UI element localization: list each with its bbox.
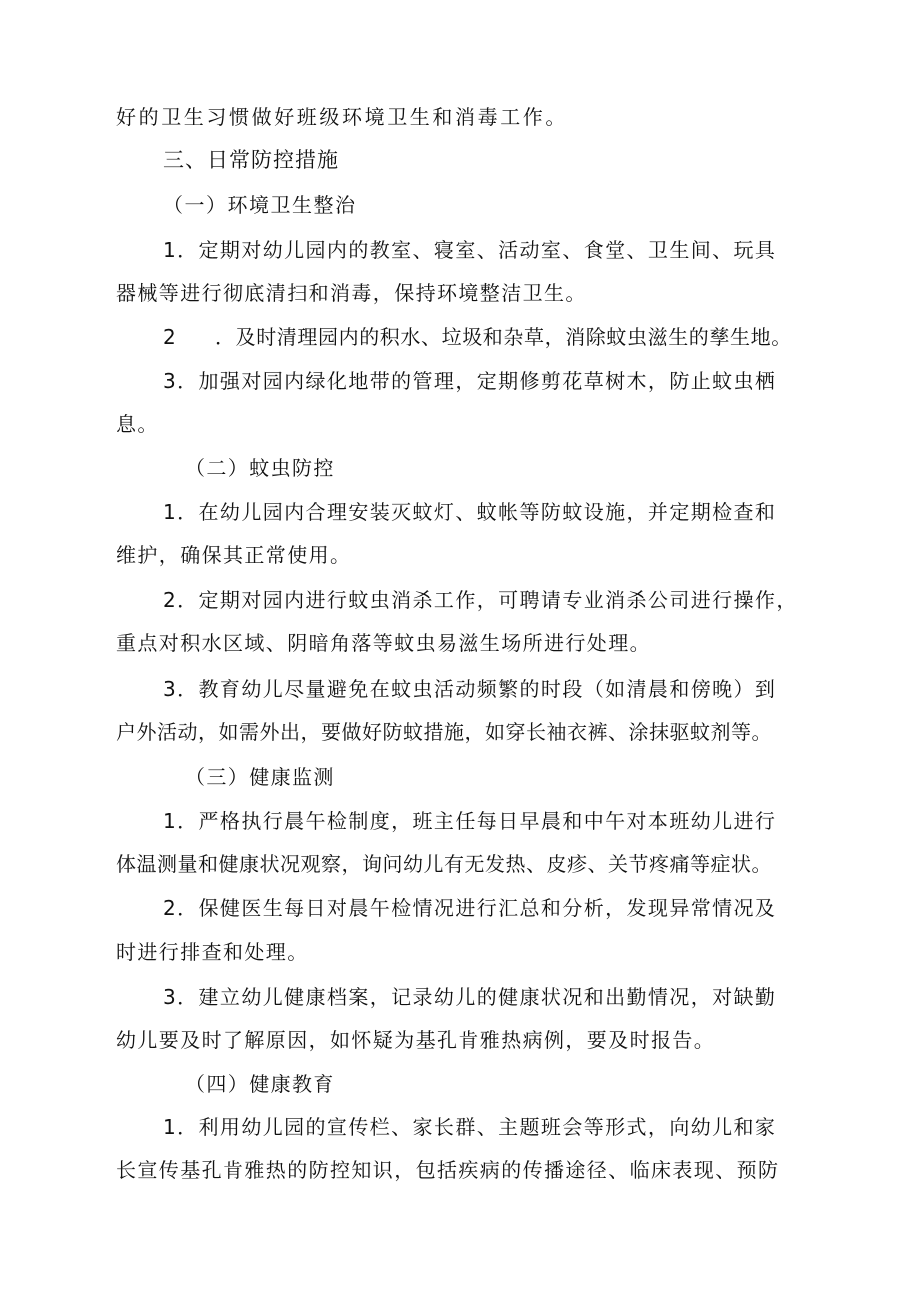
list-item-line: 2．保健医生每日对晨午检情况进行汇总和分析，发现异常情况及 xyxy=(163,896,777,920)
list-item-line: 时进行排查和处理。 xyxy=(116,940,309,964)
list-item-line: 3．建立幼儿健康档案，记录幼儿的健康状况和出勤情况，对缺勤 xyxy=(163,985,777,1009)
list-item-line: 2．定期对园内进行蚊虫消杀工作，可聘请专业消杀公司进行操作， xyxy=(163,588,798,612)
list-item-line: 长宣传基孔肯雅热的防控知识，包括疾病的传播途径、临床表现、预防 xyxy=(116,1158,780,1182)
list-item-line: 3．教育幼儿尽量避免在蚊虫活动频繁的时段（如清晨和傍晚）到 xyxy=(163,677,777,701)
section-heading: 三、日常防控措施 xyxy=(163,148,339,172)
list-item-line: 1．严格执行晨午检制度，班主任每日早晨和中午对本班幼儿进行 xyxy=(163,809,777,833)
subsection-heading: （三）健康监测 xyxy=(185,765,335,789)
list-item-line: 体温测量和健康状况观察，询问幼儿有无发热、皮疹、关节疼痛等症状。 xyxy=(116,852,772,876)
subsection-heading: （一）环境卫生整治 xyxy=(163,193,357,217)
list-item-line: 3．加强对园内绿化地带的管理，定期修剪花草树木，防止蚊虫栖 xyxy=(163,369,777,393)
list-item-line: 1．定期对幼儿园内的教室、寝室、活动室、食堂、卫生间、玩具 xyxy=(163,238,777,262)
list-item-line: 1．在幼儿园内合理安装灭蚊灯、蚊帐等防蚊设施，并定期检查和 xyxy=(163,500,777,524)
list-item-line: 重点对积水区域、阴暗角落等蚊虫易滋生场所进行处理。 xyxy=(116,631,651,655)
list-item-line: 器械等进行彻底清扫和消毒，保持环境整洁卫生。 xyxy=(116,281,587,305)
list-item-number: 2 xyxy=(163,325,178,349)
list-item-line: ．及时清理园内的积水、垃圾和杂草，消除蚊虫滋生的孳生地。 xyxy=(215,325,792,349)
list-item-line: 息。 xyxy=(116,412,159,436)
list-item-line: 户外活动，如需外出，要做好防蚊措施，如穿长袖衣裤、涂抹驱蚊剂等。 xyxy=(116,720,772,744)
paragraph-line: 好的卫生习惯做好班级环境卫生和消毒工作。 xyxy=(116,105,568,129)
list-item-line: 维护，确保其正常使用。 xyxy=(116,543,352,567)
list-item-line: 幼儿要及时了解原因，如怀疑为基孔肯雅热病例，要及时报告。 xyxy=(116,1028,716,1052)
list-item-line: 1．利用幼儿园的宣传栏、家长群、主题班会等形式，向幼儿和家 xyxy=(163,1115,777,1139)
subsection-heading: （四）健康教育 xyxy=(185,1072,335,1096)
subsection-heading: （二）蚊虫防控 xyxy=(185,456,335,480)
